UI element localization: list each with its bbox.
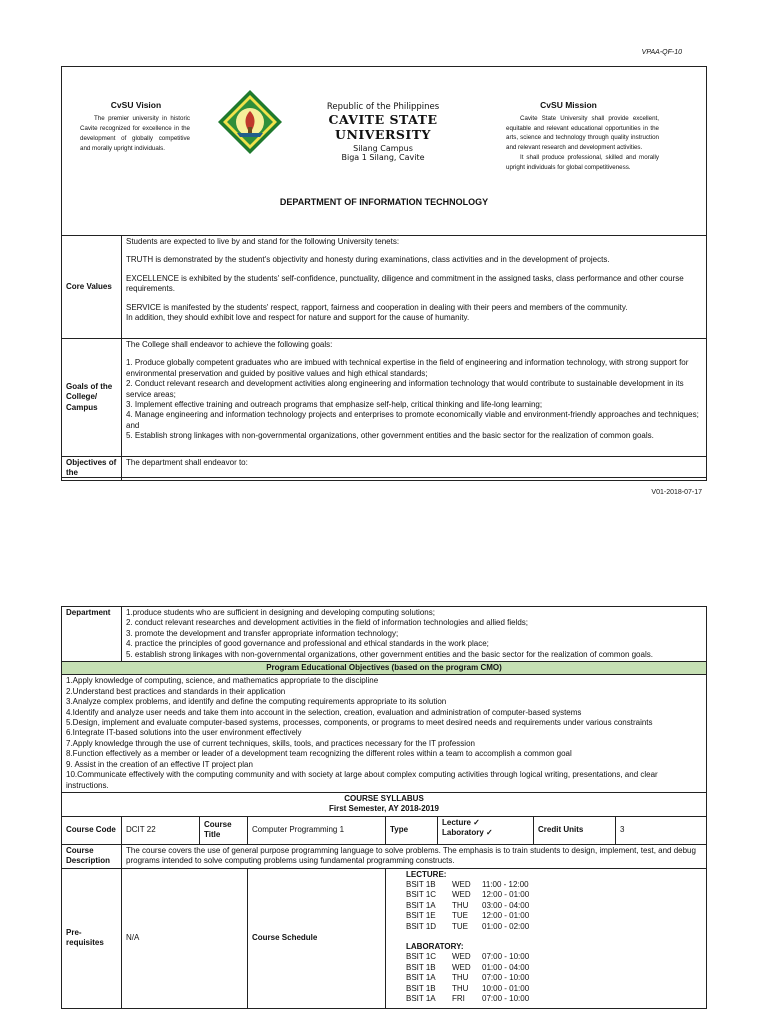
core-values-content — [122, 236, 707, 339]
peo-item: 5.Design, implement and evaluate computer-based systems, processes, components, or programs to meet desired needs and requirements under various constraints — [66, 718, 653, 728]
goal-item: 1. Produce globally competent graduates who are imbued with technical expertise in the field of engineering and information technology, with strong support for environmental preservation and guided by positive values and high ethical standards; — [126, 358, 689, 378]
syllabus-title-row — [62, 792, 707, 816]
goals-label: Goals of the College/ Campus — [62, 339, 122, 457]
department-objective-item: 4. practice the principles of good governance and professional and ethical standards in the work place; — [126, 639, 489, 649]
core-values-intro: Students are expected to live by and stand for the following University tenets: — [126, 237, 400, 246]
mission-text — [506, 114, 659, 172]
goals-row — [62, 339, 707, 457]
peo-header-row — [62, 662, 707, 675]
goal-item: 4. Manage engineering and information technology projects and enterprises to promote economically viable and environment-friendly approaches and techniques; and — [126, 410, 699, 430]
peo-item: 9. Assist in the creation of an effective IT project plan — [66, 759, 253, 769]
course-code-label: Course Code — [62, 816, 122, 844]
peo-item: 8.Function effectively as a member or leader of a development team recognizing the different roles within a team to accomplish a common goal — [66, 749, 572, 759]
course-type — [438, 816, 534, 844]
prerequisites-row — [62, 868, 707, 1008]
vision-text: The premier university in historic Cavite recognized for excellence in the development of globally competitive and morally upright individuals. — [80, 115, 190, 152]
department-objective-item: 5. establish strong linkages with non-governmental organizations, other government entities and the basic sector for the realization of common goals. — [126, 649, 653, 659]
mission-paragraph-2: It shall produce professional, skilled and morally upright individuals for global competitiveness. — [506, 153, 659, 171]
schedule-row: BSIT 1A THU 07:00 - 10:00 — [406, 973, 530, 983]
objectives-intro: The department shall endeavor to: — [122, 457, 707, 481]
schedule-list — [406, 870, 702, 1005]
syllabus-table — [61, 606, 707, 1009]
schedule-row: BSIT 1D TUE 01:00 - 02:00 — [406, 921, 530, 931]
course-description: The course covers the use of general purpose programming language to solve problems. The emphasis is to train students to design, implement, test, and debug programs intended to solve computing problems using fundamental programming constructs. — [122, 844, 707, 868]
credit-units-label: Credit Units — [534, 816, 616, 844]
university-seal-icon — [217, 89, 283, 155]
credit-units: 3 — [616, 816, 707, 844]
core-value-truth: TRUTH is demonstrated by the student's objectivity and honesty during examinations, class activities and in the development of projects. — [126, 255, 610, 265]
peo-title: Program Educational Objectives (based on the program CMO) — [62, 662, 707, 675]
peo-item: 1.Apply knowledge of computing, science, and mathematics appropriate to the discipline — [66, 676, 379, 686]
laboratory-heading: LABORATORY: — [406, 941, 464, 951]
objectives-row — [62, 457, 707, 481]
university-name: CAVITE STATE UNIVERSITY — [328, 112, 438, 142]
university-header — [283, 102, 483, 162]
peo-item: 6.Integrate IT-based solutions into the user environment effectively — [66, 728, 302, 738]
schedule-row: BSIT 1A THU 03:00 - 04:00 — [406, 900, 530, 910]
course-code: DCIT 22 — [122, 816, 200, 844]
schedule-row: BSIT 1A FRI 07:00 - 10:00 — [406, 994, 530, 1003]
department-objective-item: 2. conduct relevant researches and development activities in the field of information technologies and allied fields; — [126, 618, 529, 628]
department-title: DEPARTMENT OF INFORMATION TECHNOLOGY — [279, 197, 489, 207]
peo-row — [62, 675, 707, 792]
schedule-row: BSIT 1B WED 11:00 - 12:00 — [406, 879, 529, 889]
lecture-heading: LECTURE: — [406, 869, 447, 879]
department-objective-item: 1.produce students who are sufficient in designing and developing computing solutions; — [126, 608, 435, 617]
page-code: VPAA-QF-10 — [641, 49, 682, 56]
course-schedule-label: Course Schedule — [248, 868, 386, 1008]
values-goals-table — [61, 235, 707, 481]
course-info-row — [62, 816, 707, 844]
schedule-row: BSIT 1B WED 01:00 - 04:00 — [406, 962, 530, 972]
peo-item: 10.Communicate effectively with the computing community and with society at large about complex computing activities through logical writing, presentations, and clear instructions. — [66, 770, 658, 790]
mission-paragraph-1: Cavite State University shall provide excellent, equitable and relevant educational opportunities in the arts, science and technology through quality instruction and relevant research and development activities. — [506, 115, 659, 152]
version-code: V01-2018-07-17 — [651, 489, 702, 496]
department-label: Department — [62, 607, 122, 662]
schedule-row: BSIT 1C WED 07:00 - 10:00 — [406, 952, 530, 962]
campus-name: Silang Campus — [353, 144, 413, 153]
peo-list — [62, 675, 707, 792]
goal-item: 2. Conduct relevant research and development activities along engineering and information technology that would contribute to sustainable development in its service areas; — [126, 379, 684, 399]
peo-item: 4.Identify and analyze user needs and take them into account in the selection, creation, evaluation and administration of computer-based systems — [66, 707, 582, 717]
department-objectives-row — [62, 607, 707, 662]
goals-intro: The College shall endeavor to achieve the following goals: — [126, 340, 333, 349]
goal-item: 5. Establish strong linkages with non-governmental organizations, other government entities and the basic sector for the realization of common goals. — [126, 431, 654, 441]
course-title-label: Course Title — [200, 816, 248, 844]
schedule-row: BSIT 1C WED 12:00 - 01:00 — [406, 890, 530, 900]
core-value-service-note: In addition, they should exhibit love and respect for nature and support for the cause of humanity. — [126, 313, 470, 323]
syllabus-heading: COURSE SYLLABUS — [344, 793, 424, 803]
goals-content — [122, 339, 707, 457]
vision-title: CvSU Vision — [110, 100, 162, 110]
core-values-row — [62, 236, 707, 339]
course-description-row — [62, 844, 707, 868]
mission-title: CvSU Mission — [540, 100, 597, 110]
schedule-row: BSIT 1B THU 10:00 - 01:00 — [406, 983, 530, 993]
schedule-row: BSIT 1E TUE 12:00 - 01:00 — [406, 911, 530, 921]
course-schedule — [386, 868, 707, 1008]
objectives-label: Objectives of the — [62, 457, 122, 481]
peo-item: 2.Understand best practices and standards in their application — [66, 686, 286, 696]
department-objective-item: 3. promote the development and transfer appropriate information technology; — [126, 628, 399, 638]
campus-address: Biga 1 Silang, Cavite — [341, 153, 425, 162]
course-title: Computer Programming 1 — [248, 816, 386, 844]
goal-item: 3. Implement effective training and outreach programs that emphasize self-help, critical thinking and life-long learning; — [126, 400, 543, 410]
syllabus-semester: First Semester, AY 2018-2019 — [328, 804, 439, 814]
peo-item: 3.Analyze complex problems, and identify and define the computing requirements appropriate to its solution — [66, 697, 447, 707]
syllabus-title — [62, 792, 707, 816]
type-label: Type — [386, 816, 438, 844]
core-value-excellence: EXCELLENCE is exhibited by the students' self-confidence, punctuality, diligence and commitment in the assigned tasks, class performance and other course requirements. — [126, 273, 684, 294]
prerequisites-label: Pre-requisites — [62, 868, 122, 1008]
department-objectives-content — [122, 607, 707, 662]
type-laboratory: Laboratory ✓ — [442, 828, 493, 838]
type-lecture: Lecture ✓ — [442, 817, 480, 827]
prerequisites: N/A — [122, 868, 248, 1008]
course-description-label: Course Description — [62, 844, 122, 868]
peo-item: 7.Apply knowledge through the use of current techniques, skills, tools, and practices necessary for the IT profession — [66, 738, 475, 748]
core-value-service: SERVICE is manifested by the students' respect, rapport, fairness and cooperation in dealing with their peers and members of the community. — [126, 302, 628, 312]
core-values-label: Core Values — [62, 236, 122, 339]
republic-line: Republic of the Philippines — [326, 102, 440, 112]
